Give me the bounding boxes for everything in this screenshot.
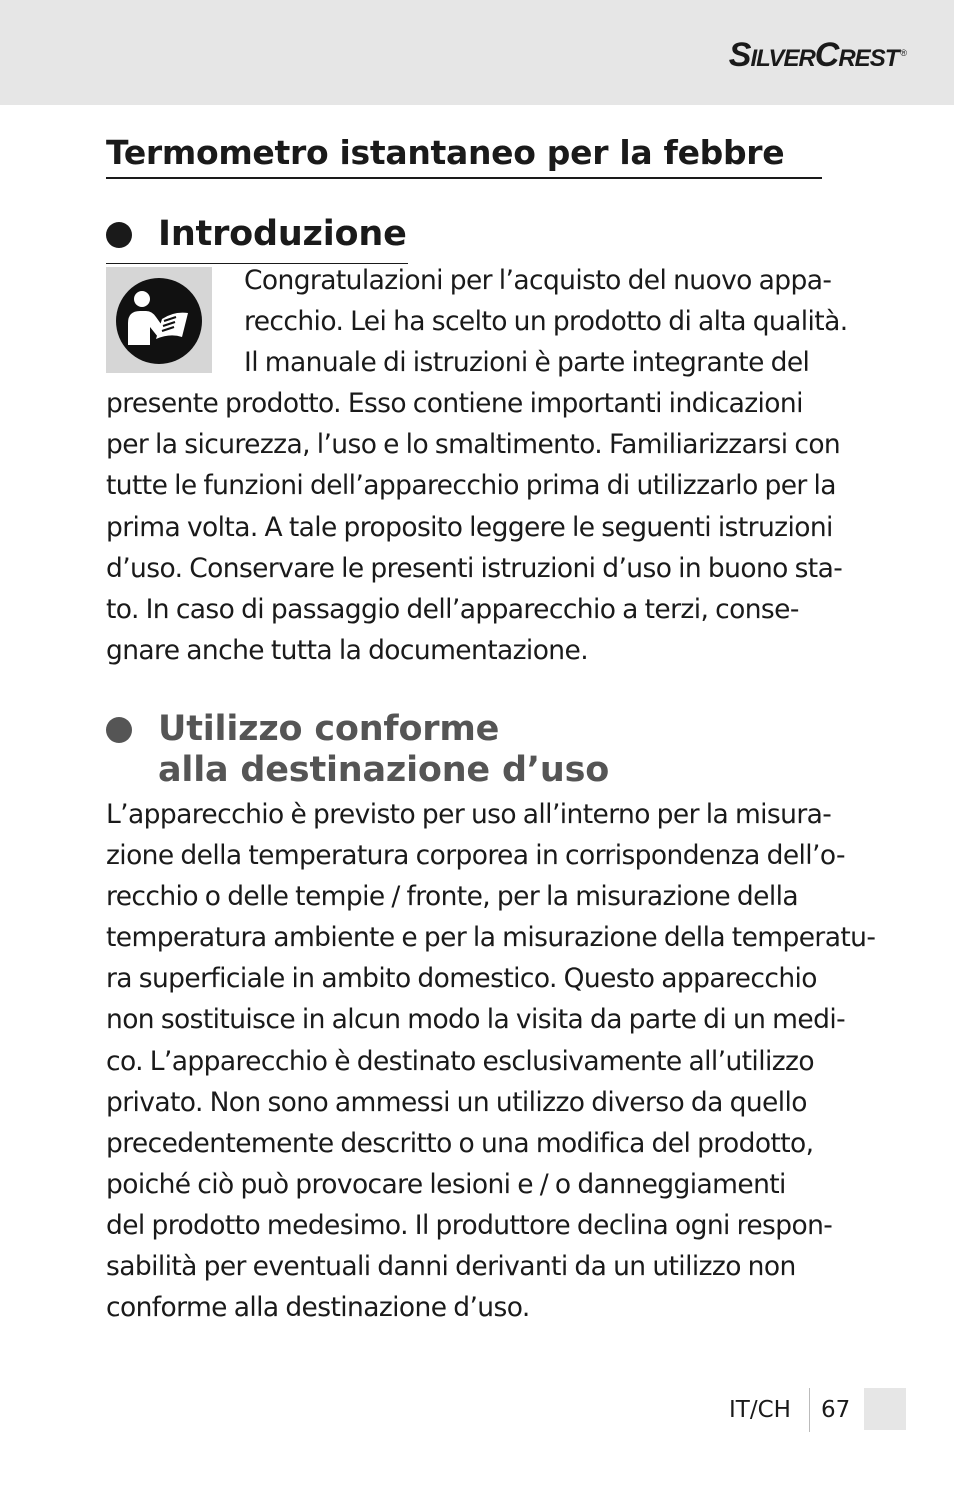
text-line: zione della temperatura corporea in corrispondenza dell’o- [106, 840, 845, 872]
text-line: precedentemente descritto o una modifica del prodotto, [106, 1127, 814, 1159]
text-line: poiché ciò può provocare lesioni e / o danneggiamenti [106, 1168, 786, 1200]
text-line: del prodotto medesimo. Il produttore declina ogni respon- [106, 1209, 833, 1241]
text-line: recchio o delle tempie / fronte, per la misurazione della [106, 881, 799, 913]
text-line: non sostituisce in alcun modo la visita da parte di un medi- [106, 1004, 846, 1036]
text-line: ra superficiale in ambito domestico. Questo apparecchio [106, 963, 817, 995]
footer-tab-marker [864, 1388, 906, 1430]
text-line: privato. Non sono ammessi un utilizzo diverso da quello [106, 1086, 807, 1118]
footer-divider [809, 1388, 810, 1432]
section-bullet [106, 717, 132, 743]
page-title: Termometro istantaneo per la febbre [106, 131, 822, 179]
text-line: d’uso. Conservare le presenti istruzioni d’uso in buono sta- [106, 552, 843, 584]
text-line: prima volta. A tale proposito leggere le seguenti istruzioni [106, 511, 833, 543]
section-heading-intended-use [106, 709, 609, 791]
text-line: Il manuale di istruzioni è parte integrante del [244, 347, 810, 379]
section-heading-text: Introduzione [158, 214, 407, 254]
text-line: gnare anche tutta la documentazione. [106, 634, 589, 666]
text-line: L’apparecchio è previsto per uso all’interno per la misura- [106, 799, 832, 830]
section-heading-introduction [106, 214, 407, 255]
brand-logo-text: SilverCrest [728, 36, 899, 74]
registered-mark: ® [900, 48, 906, 58]
text-line: to. In caso di passaggio dell’apparecchio a terzi, conse- [106, 593, 799, 625]
section-heading-text [158, 709, 609, 791]
text-line: temperatura ambiente e per la misurazione della temperatu- [106, 922, 876, 954]
intro-paragraph [106, 260, 866, 671]
text-line: per la sicurezza, l’uso e lo smaltimento. Familiarizzarsi con [106, 429, 841, 461]
intended-use-paragraph [106, 794, 876, 1328]
text-line: tutte le funzioni dell’apparecchio prima di utilizzarlo per la [106, 470, 836, 502]
text-line: co. L’apparecchio è destinato esclusivamente all’utilizzo [106, 1045, 814, 1077]
brand-logo [729, 36, 906, 75]
text-line: recchio. Lei ha scelto un prodotto di alta qualità. [244, 306, 848, 338]
section-heading-line: alla destinazione d’uso [158, 750, 610, 790]
section-bullet [106, 222, 132, 248]
page-number: 67 [821, 1397, 851, 1423]
text-line: conforme alla destinazione d’uso. [106, 1292, 530, 1324]
section-heading-line: Utilizzo conforme [158, 709, 500, 749]
text-line: sabilità per eventuali danni derivanti da un utilizzo non [106, 1251, 796, 1283]
text-line: presente prodotto. Esso contiene importanti indicazioni [106, 388, 803, 420]
footer-language: IT/CH [729, 1397, 791, 1423]
text-line: Congratulazioni per l’acquisto del nuovo appa- [244, 265, 832, 296]
